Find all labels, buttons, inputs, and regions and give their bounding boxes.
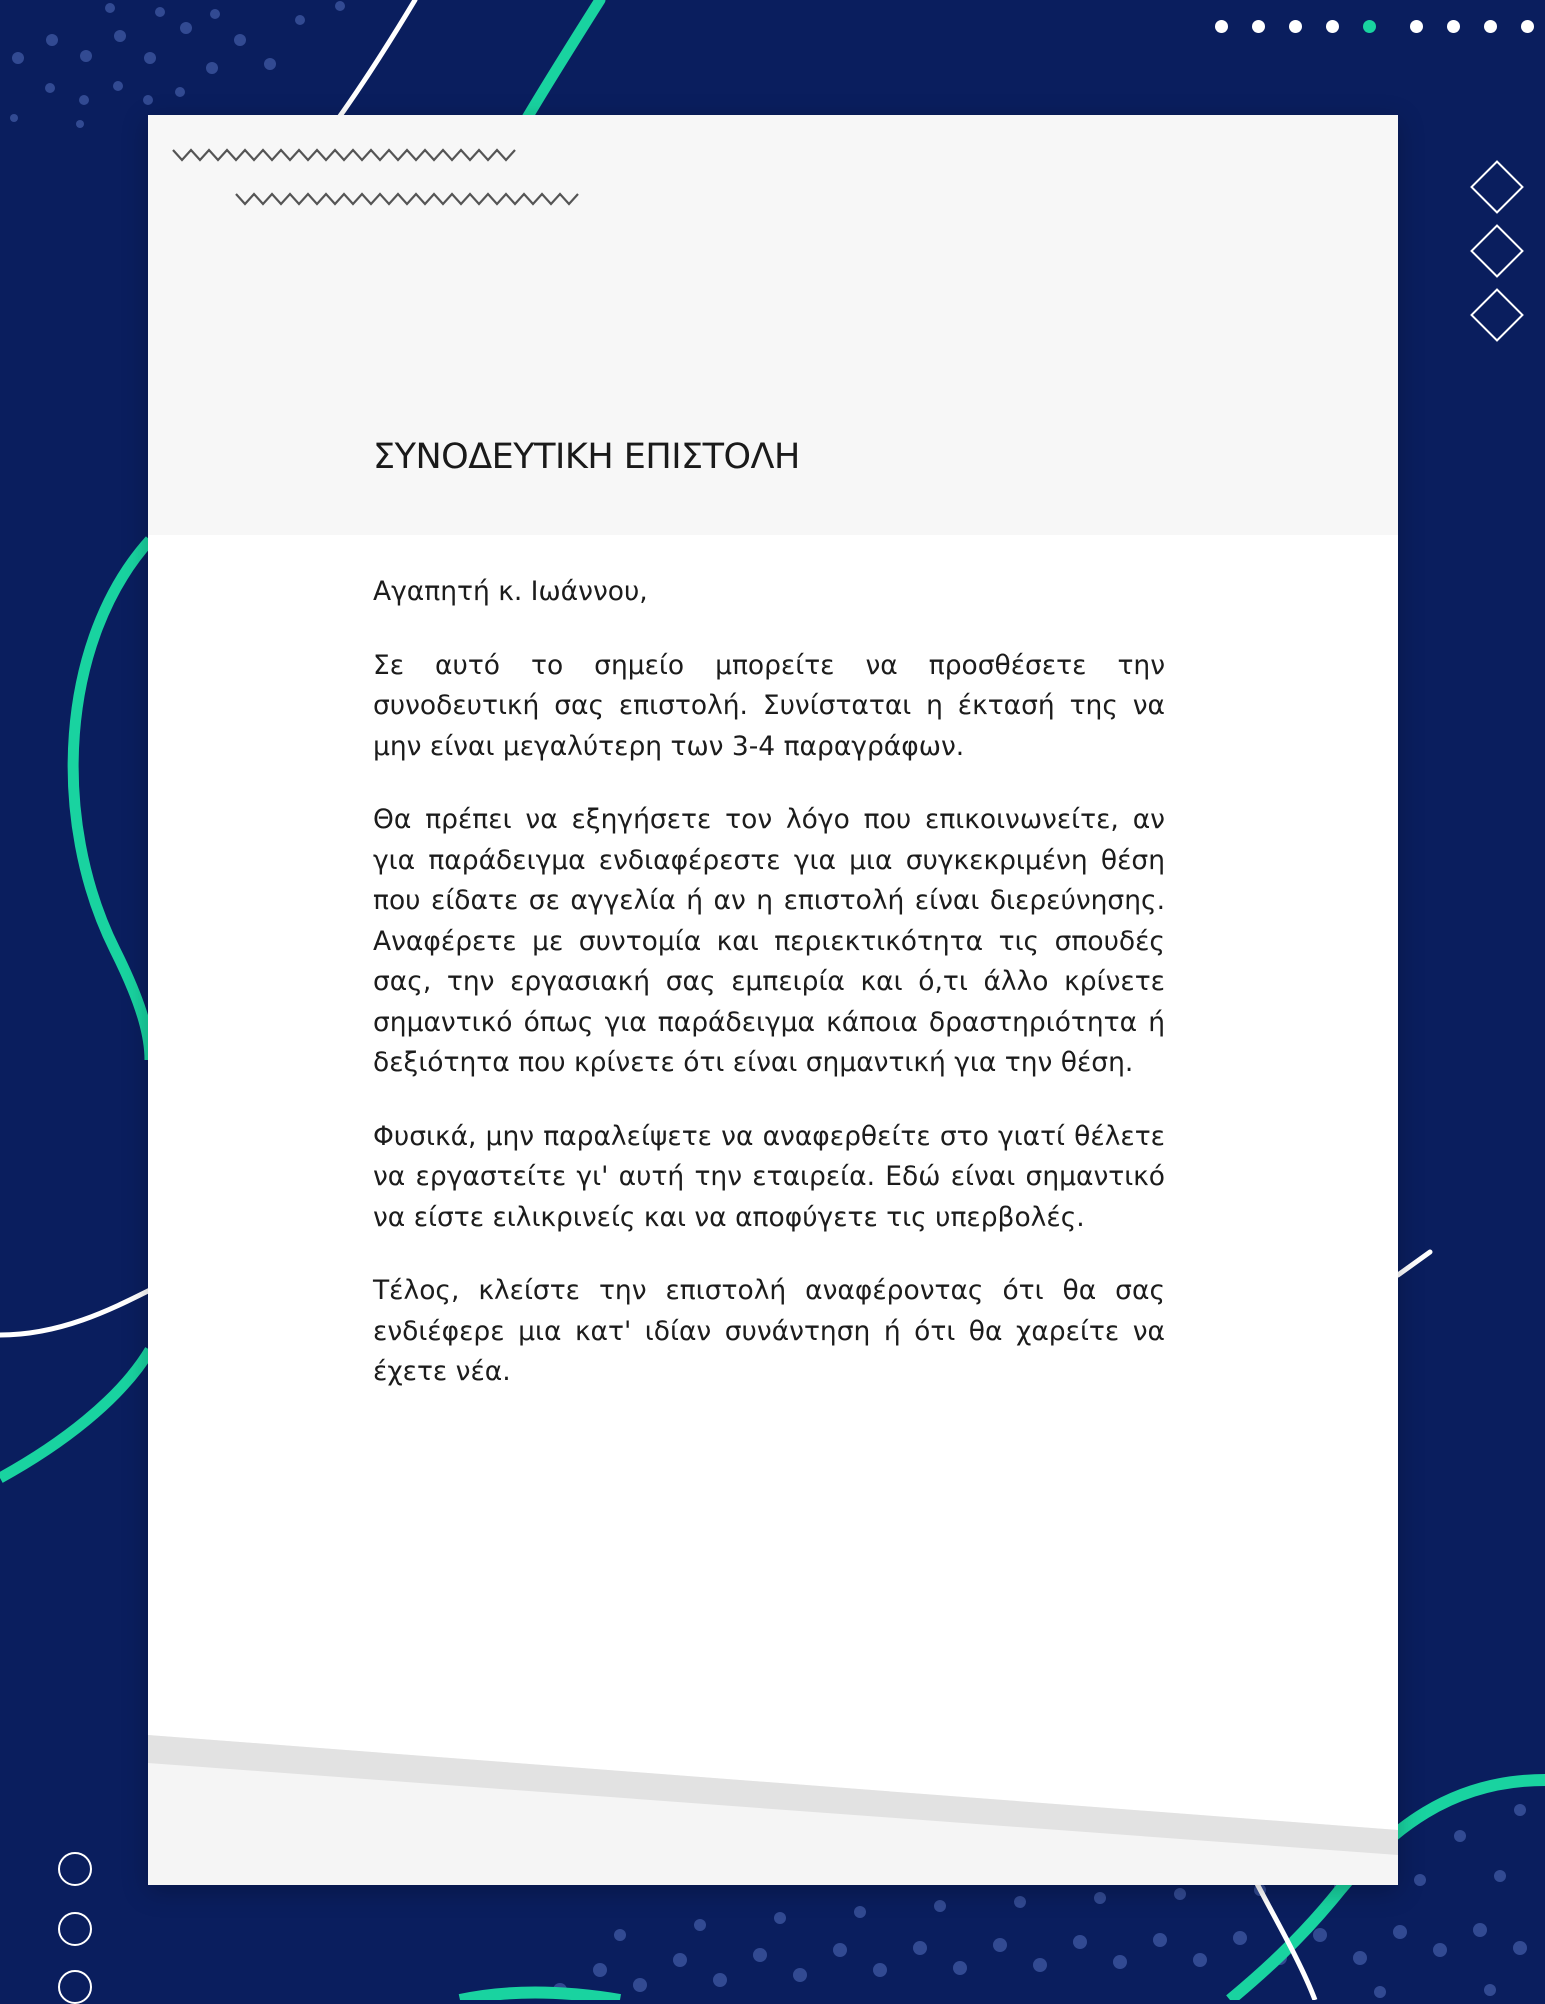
white-curve-left xyxy=(0,1290,150,1335)
ring-icon xyxy=(58,1970,92,2004)
greeting: Αγαπητή κ. Ιωάννου, xyxy=(373,576,648,607)
accent-curve-left-lower xyxy=(0,1350,150,1478)
progress-dot xyxy=(1410,20,1423,33)
progress-dot xyxy=(1252,20,1265,33)
zigzag-decoration xyxy=(148,115,668,225)
paragraph: Φυσικά, μην παραλείψετε να αναφερθείτε στο γιατί θέλετε να εργαστείτε γι' αυτή την εταιρεία. Εδώ είναι σημαντικό να είστε ειλικρινείς και να αποφύγετε τις υπερβολές. xyxy=(373,1120,1165,1233)
accent-curve-left xyxy=(73,540,150,1060)
zigzag-line-bottom xyxy=(236,194,578,204)
page-title: ΣΥΝΟΔΕΥΤΙΚΗ ΕΠΙΣΤΟΛΗ xyxy=(373,437,800,477)
progress-dot xyxy=(1484,20,1497,33)
progress-dot xyxy=(1215,20,1228,33)
zigzag-line-top xyxy=(173,150,515,160)
paragraph: Τέλος, κλείστε την επιστολή αναφέροντας ότι θα σας ενδιέφερε μια κατ' ιδίαν συνάντηση ή ότι θα χαρείτε να έχετε νέα. xyxy=(373,1275,1165,1387)
dot-texture-top-left xyxy=(10,1,345,128)
white-curve-top xyxy=(330,0,415,130)
white-curve-right xyxy=(1398,1252,1430,1275)
progress-dot xyxy=(1289,20,1302,33)
progress-dot-active xyxy=(1363,20,1376,33)
progress-dot xyxy=(1447,20,1460,33)
progress-dot xyxy=(1326,20,1339,33)
ring-icon xyxy=(58,1852,92,1886)
footer-band xyxy=(148,1735,1398,1885)
ring-icon xyxy=(58,1912,92,1946)
paragraph: Σε αυτό το σημείο μπορείτε να προσθέσετε την συνοδευτική σας επιστολή. Συνίσταται η έκτασή της να μην είναι μεγαλύτερη των 3-4 παραγράφων. xyxy=(373,649,1165,762)
paragraph: Θα πρέπει να εξηγήσετε τον λόγο που επικοινωνείτε, αν για παράδειγμα ενδιαφέρεστε για μια συγκεκριμένη θέση που είδατε σε αγγελία ή αν η επιστολή είναι διερεύνησης. Αναφέρετε με συντομία και περιεκτικότητα τις σπουδές σας, την εργασιακή σας εμπειρία και ό,τι άλλο κρίνετε σημαντικό όπως για παράδειγμα κάποια δραστηριότητα ή δεξιότητα που κρίνετε ότι είναι σημαντική για την θέση. xyxy=(373,804,1165,1078)
progress-dots xyxy=(1215,20,1545,40)
letter-body xyxy=(373,572,1165,1426)
accent-curve-top xyxy=(520,0,600,130)
accent-curve-bottom xyxy=(460,1993,620,2001)
letter-header xyxy=(148,115,1398,535)
progress-dot xyxy=(1521,20,1534,33)
letter-page xyxy=(148,115,1398,1885)
